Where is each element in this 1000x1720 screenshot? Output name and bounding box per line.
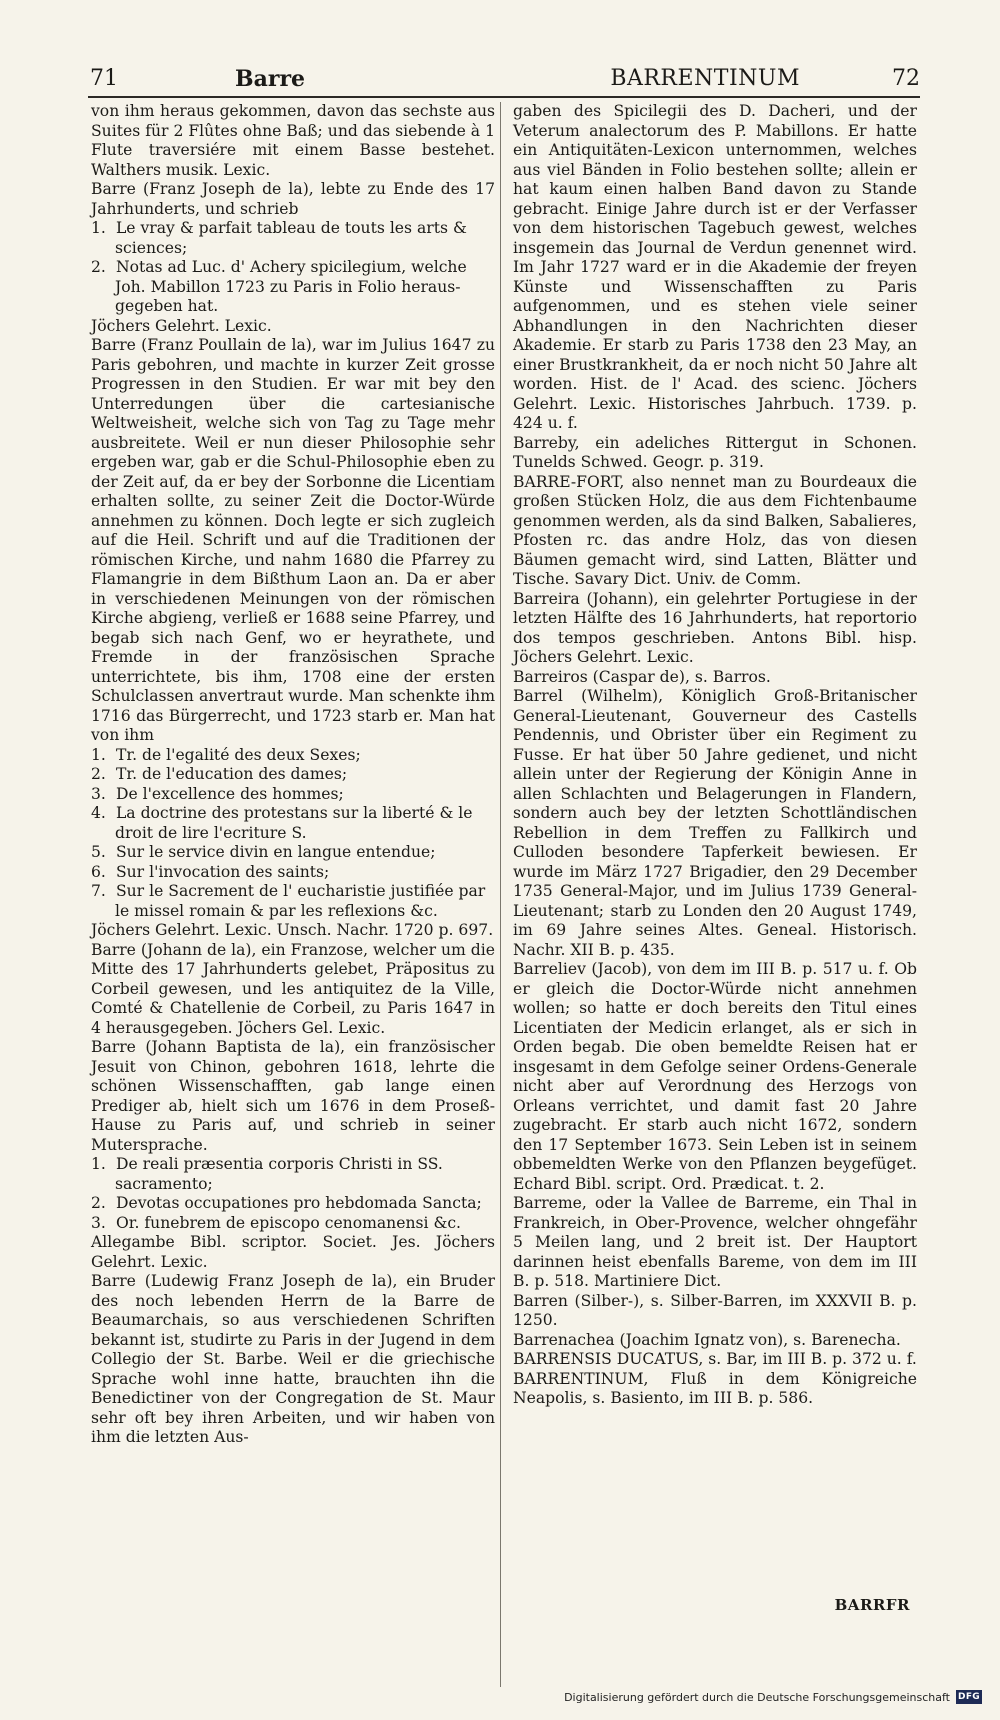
header-rule xyxy=(88,96,920,98)
paragraph: Barreiros (Caspar de), s. Barros. xyxy=(513,667,771,686)
list-number: 1. xyxy=(91,219,106,237)
paragraph: Barre (Franz Joseph de la), lebte zu Ende des 17 Jahrhunderts, und schrieb xyxy=(91,180,495,218)
paragraph: Barreby, ein adeliches Rittergut in Schonen. Tunelds Schwed. Geogr. p. 319. xyxy=(513,433,917,471)
list-item xyxy=(91,765,495,785)
paragraph: von ihm heraus gekommen, davon das sechste aus Suites für 2 Flûtes ohne Baß; und das siebende à 1 Flute traversiére mit einem Basse bestehet. Walthers musik. Lexic. xyxy=(91,102,495,179)
running-head-right: BARRENTINUM xyxy=(610,66,800,91)
paragraph: BARRE-FORT, also nennet man zu Bourdeaux die großen Stücken Holz, die aus dem Fichtenbaume genommen werden, als da sind Balken, Sabalieres, Pfosten rc. das andre Holz, das von diesen Bäumen gemacht wird, sind Latten, Blätter und Tische. Savary Dict. Univ. de Comm. xyxy=(513,472,917,588)
paragraph: gaben des Spicilegii des D. Dacheri, und der Veterum analectorum des P. Mabillons. Er hatte ein Antiquitäten-Lexicon unternommen, welches aus viel Bänden in Folio bestehen sollte; allein er hat kaum einen halben Band davon zu Stande gebracht. Einige Jahre durch ist er der Verfasser von dem historischen Tagebuch gewest, welches insgemein das Journal de Verdun genennet wird. Im Jahr 1727 ward er in die Akademie der freyen Künste und Wissenschafften zu Paris aufgenommen, und es stehen viele seiner Abhandlungen in den Nachrichten dieser Akademie. Er starb zu Paris 1738 den 23 May, an einer Brustkrankheit, da er noch nicht 50 Jahre alt worden. Hist. de l' Acad. des scienc. Jöchers Gelehrt. Lexic. Historisches Jahrbuch. 1739. p. 424 u. f. xyxy=(513,102,917,432)
list-item xyxy=(91,258,495,317)
digitization-footer xyxy=(564,1688,982,1706)
list-item xyxy=(91,219,495,258)
paragraph: BARRENSIS DUCATUS, s. Bar, im III B. p. 372 u. f. xyxy=(513,1350,917,1368)
list-text: Devotas occupationes pro hebdomada Sancta; xyxy=(111,1194,482,1212)
paragraph: BARRENTINUM, Fluß in dem Königreiche Neapolis, s. Basiento, im III B. p. 586. xyxy=(513,1369,917,1407)
list-item xyxy=(91,882,495,921)
list-text: Sur le service divin en langue entendue; xyxy=(111,843,436,861)
paragraph: Barreme, oder la Vallee de Barreme, ein Thal in Frankreich, in Ober-Provence, welcher ohngefähr 5 Meilen lang, und 2 breit ist. Der Hauptort darinnen heist ebenfalls Bareme, von dem im III B. p. 518. Martiniere Dict. xyxy=(513,1194,917,1290)
running-header xyxy=(90,66,920,96)
column-separator xyxy=(500,102,501,1687)
numbered-list xyxy=(91,219,495,317)
list-item xyxy=(91,843,495,863)
list-number: 3. xyxy=(91,784,106,803)
dfg-logo: DFG xyxy=(956,1690,982,1704)
list-number: 1. xyxy=(91,1155,106,1173)
list-text: Tr. de l'education des dames; xyxy=(111,765,348,783)
list-text: Notas ad Luc. d' Achery spicilegium, welche Joh. Mabillon 1723 zu Paris in Folio herausgegeben hat. xyxy=(111,258,467,315)
list-number: 1. xyxy=(91,745,106,764)
list-number: 2. xyxy=(91,1194,106,1212)
list-text: De reali præsentia corporis Christi in SS. sacramento; xyxy=(111,1155,443,1193)
list-item xyxy=(91,863,495,883)
paragraph: Jöchers Gelehrt. Lexic. Unsch. Nachr. 1720 p. 697. xyxy=(91,921,494,939)
list-text: Le vray & parfait tableau de touts les arts & sciences; xyxy=(111,219,467,257)
list-number: 3. xyxy=(91,1213,106,1232)
page-number-left: 71 xyxy=(90,66,118,91)
list-item xyxy=(91,804,495,843)
paragraph: Barreira (Johann), ein gelehrter Portugiese in der letzten Hälfte des 16 Jahrhunderts, hat reportorio dos tempos geschrieben. Antons Bibl. hisp. Jöchers Gelehrt. Lexic. xyxy=(513,589,917,666)
paragraph: Jöchers Gelehrt. Lexic. xyxy=(91,316,272,335)
numbered-list xyxy=(91,746,495,922)
paragraph: Allegambe Bibl. scriptor. Societ. Jes. Jöchers Gelehrt. Lexic. xyxy=(91,1233,495,1271)
list-text: Sur le Sacrement de l' eucharistie justifiée par le missel romain & par les reflexions &c. xyxy=(111,882,486,920)
paragraph: Barreliev (Jacob), von dem im III B. p. 517 u. f. Ob er gleich die Doctor-Würde nicht annehmen wollen; so hatte er doch bereits den Titul eines Licentiaten der Medicin erlanget, als er sich in Orden begab. Die oben bemeldte Reisen hat er insgesamt in dem Gefolge seiner Ordens-Generale nicht aber auf Verordnung des Herzogs von Orleans verrichtet, und damit fast 20 Jahre zugebracht. Er starb auch nicht 1672, sondern den 17 September 1673. Sein Leben ist in seinem obbemeldten Werke von den Pflanzen beygefüget. Echard Bibl. script. Ord. Prædicat. t. 2. xyxy=(513,960,917,1193)
left-column xyxy=(91,102,495,1448)
numbered-list xyxy=(91,1155,495,1233)
paragraph: Barre (Johann Baptista de la), ein französischer Jesuit von Chinon, gebohren 1618, lehrte die schönen Wissenschafften, gab lange einen Prediger ab, hielt sich um 1676 in dem Proseß-Hause zu Paris auf, und schrieb in seiner Mutersprache. xyxy=(91,1038,495,1154)
list-number: 2. xyxy=(91,258,106,276)
list-item xyxy=(91,1214,495,1234)
list-number: 7. xyxy=(91,882,106,900)
right-column xyxy=(513,102,917,1409)
paragraph: Barre (Ludewig Franz Joseph de la), ein Bruder des noch lebenden Herrn de la Barre de Beaumarchais, so aus verschiedenen Schriften bekannt ist, studirte zu Paris in der Jugend in dem Collegio der St. Barbe. Weil er die griechische Sprache wohl inne hatte, brauchten ihn die Benedictiner von der Congregation de St. Maur sehr oft bey ihren Arbeiten, und wir haben von ihm die letzten Aus- xyxy=(91,1272,495,1446)
list-item xyxy=(91,785,495,805)
list-item xyxy=(91,1155,495,1194)
catchword: BARRFR xyxy=(834,1596,910,1614)
list-text: La doctrine des protestans sur la liberté & le droit de lire l'ecriture S. xyxy=(111,804,473,842)
list-item xyxy=(91,746,495,766)
paragraph: Barren (Silber-), s. Silber-Barren, im XXXVII B. p. 1250. xyxy=(513,1291,917,1329)
paragraph: Barrenachea (Joachim Ignatz von), s. Barenecha. xyxy=(513,1330,901,1349)
list-text: Sur l'invocation des saints; xyxy=(111,862,330,881)
paragraph: Barre (Franz Poullain de la), war im Julius 1647 zu Paris gebohren, und machte in kurzer Zeit grosse Progressen in den Studien. Er war mit bey den Unterredungen über die cartesianische Weltweisheit, welche sich von Tag zu Tage mehr ausbreitete. Weil er nun dieser Philosophie sehr ergeben war, gab er die Schul-Philosophie eben zu der Zeit auf, da er bey der Sorbonne die Licentiam erhalten sollte, zu seiner Zeit die Doctor-Würde annehmen zu können. Doch legte er sich zugleich auf die Heil. Schrift und auf die Traditionen der römischen Kirche, und nahm 1680 die Pfarrey zu Flamangrie in dem Bißthum Laon an. Da er aber in verschiedenen Meinungen von der römischen Kirche abgieng, verließ er 1688 seine Pfarrey, und begab sich nach Genf, wo er heyrathete, und Fremde in der französischen Sprache unterrichtete, bis ihm, 1708 eine der ersten Schulclassen anvertraut wurde. Man schenkte ihm 1716 das Bürgerrecht, und 1723 starb er. Man hat von ihm xyxy=(91,336,495,744)
list-number: 5. xyxy=(91,843,106,861)
page-number-right: 72 xyxy=(892,66,920,91)
list-number: 6. xyxy=(91,862,106,881)
list-item xyxy=(91,1194,495,1214)
list-text: Or. funebrem de episcopo cenomanensi &c. xyxy=(111,1213,462,1232)
paragraph: Barre (Johann de la), ein Franzose, welcher um die Mitte des 17 Jahrhunderts gelebet, Präpositus zu Corbeil gewesen, und les antiquitez de la Ville, Comté & Chatellenie de Corbeil, zu Paris 1647 in 4 herausgegeben. Jöchers Gel. Lexic. xyxy=(91,940,495,1037)
list-text: De l'excellence des hommes; xyxy=(111,784,344,803)
footer-text: Digitalisierung gefördert durch die Deutsche Forschungsgemeinschaft xyxy=(564,1690,950,1704)
running-head-left: Barre xyxy=(235,66,306,92)
list-text: Tr. de l'egalité des deux Sexes; xyxy=(111,745,361,764)
list-number: 2. xyxy=(91,765,106,783)
list-number: 4. xyxy=(91,804,106,822)
paragraph: Barrel (Wilhelm), Königlich Groß-Britanischer General-Lieutenant, Gouverneur des Castells Pendennis, und Obrister über ein Regiment zu Fusse. Er hat über 50 Jahre gedienet, und nicht allein unter der Regierung der Königin Anne in allen Schlachten und Belagerungen in Flandern, sondern auch bey der letzten Schottländischen Rebellion in dem Treffen zu Fallkirch und Culloden besondere Tapferkeit bewiesen. Er wurde im März 1727 Brigadier, den 29 December 1735 General-Major, und im Julius 1739 General-Lieutenant; starb zu Londen den 20 August 1749, im 69 Jahre seines Altes. Geneal. Historisch. Nachr. XII B. p. 435. xyxy=(513,687,917,959)
